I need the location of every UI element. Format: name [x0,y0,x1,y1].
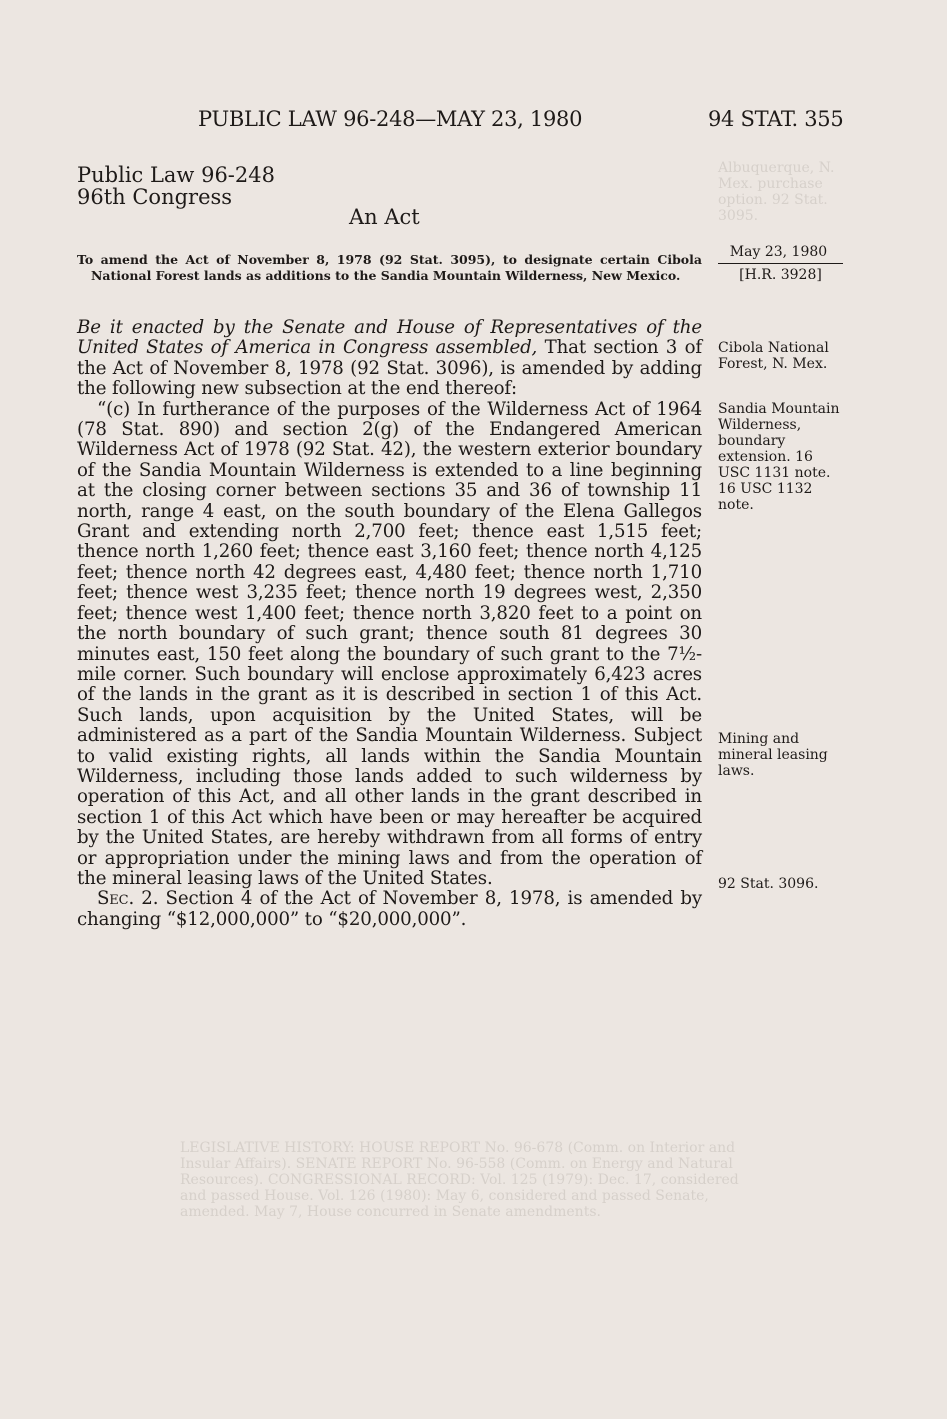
enacting-clause: Be it enacted by the Senate and House of Representatives of the United States of America in Congress assembled, [77,317,702,359]
date-box [718,241,843,286]
public-law-number: Public Law 96-248 [77,163,275,187]
section-2-label: Sec. 2. [97,888,159,910]
section-2-text: Section 4 of the Act of November 8, 1978, is amended by changing “$12,000,000” to “$20,000,000”. [77,888,702,930]
long-title-text: To amend the Act of November 8, 1978 (92 Stat. 3095), to designate certain Cibola National Forest lands as additions to the Sandia Mountain Wilderness, New Mexico. [77,252,702,283]
bleed-through-history: LEGISLATIVE HISTORY: HOUSE REPORT No. 96-678 (Comm. on Interior and Insular Affairs). SENATE REPORT No. 96-558 (Comm. on Energy and Natural Resources). CONGRESSIONAL RECORD: Vol. 125 (1979): Dec. 17, considered and passed House. Vol. 126 (1980): May 6, considered and passed Senate, amended. May 7, House concurred in Senate amendments. [180,1140,739,1220]
enacting-paragraph [77,318,702,400]
stat-page-number: 94 STAT. 355 [708,107,844,131]
section-2 [77,889,702,930]
margin-note-mining: Mining and mineral leasing laws. [718,731,828,779]
approval-date: May 23, 1980 [718,241,843,264]
statute-body [77,318,702,930]
margin-note-stat: 92 Stat. 3096. [718,876,819,892]
enacting-rest: That section 3 of the Act of November 8, 1978 (92 Stat. 3096), is amended by adding the following new subsection at the end thereof: [77,337,703,400]
bill-number: [H.R. 3928] [739,267,822,283]
act-heading: An Act [349,205,420,229]
bleed-through-notes: Albuquerque, N. Mex. purchase option. 92 Stat. 3095. [718,160,835,224]
margin-note-cibola: Cibola National Forest, N. Mex. [718,340,829,372]
running-title: PUBLIC LAW 96-248—MAY 23, 1980 [198,107,583,131]
subsection-c: “(c) In furtherance of the purposes of the Wilderness Act of 1964 (78 Stat. 890) and section 2(g) of the Endangered American Wilderness Act of 1978 (92 Stat. 42), the western exterior boundary of the Sandia Mountain Wilderness is extended to a line beginning at the closing corner between sections 35 and 36 of township 11 north, range 4 east, on the south boundary of the Elena Gallegos Grant and extending north 2,700 feet; thence east 1,515 feet; thence north 1,260 feet; thence east 3,160 feet; thence north 4,125 feet; thence north 42 degrees east, 4,480 feet; thence north 1,710 feet; thence west 3,235 feet; thence north 19 degrees west, 2,350 feet; thence west 1,400 feet; thence north 3,820 feet to a point on the north boundary of such grant; thence south 81 degrees 30 minutes east, 150 feet along the boundary of such grant to the 7½-mile corner. Such boundary will enclose approximately 6,423 acres of the lands in the grant as it is described in section 1 of this Act. Such lands, upon acquisition by the United States, will be administered as a part of the Sandia Mountain Wilderness. Subject to valid existing rights, all lands within the Sandia Mountain Wilderness, including those lands added to such wilderness by operation of this Act, and all other lands in the grant described in section 1 of this Act which have been or may hereafter be acquired by the United States, are hereby withdrawn from all forms of entry or appropriation under the mining laws and from the operation of the mineral leasing laws of the United States. [77,398,702,889]
margin-note-sandia: Sandia Mountain Wilderness, boundary extension. 16 USC 1131 note. 16 USC 1132 note. [718,401,840,513]
long-title [77,252,702,284]
congress-number: 96th Congress [77,185,233,209]
